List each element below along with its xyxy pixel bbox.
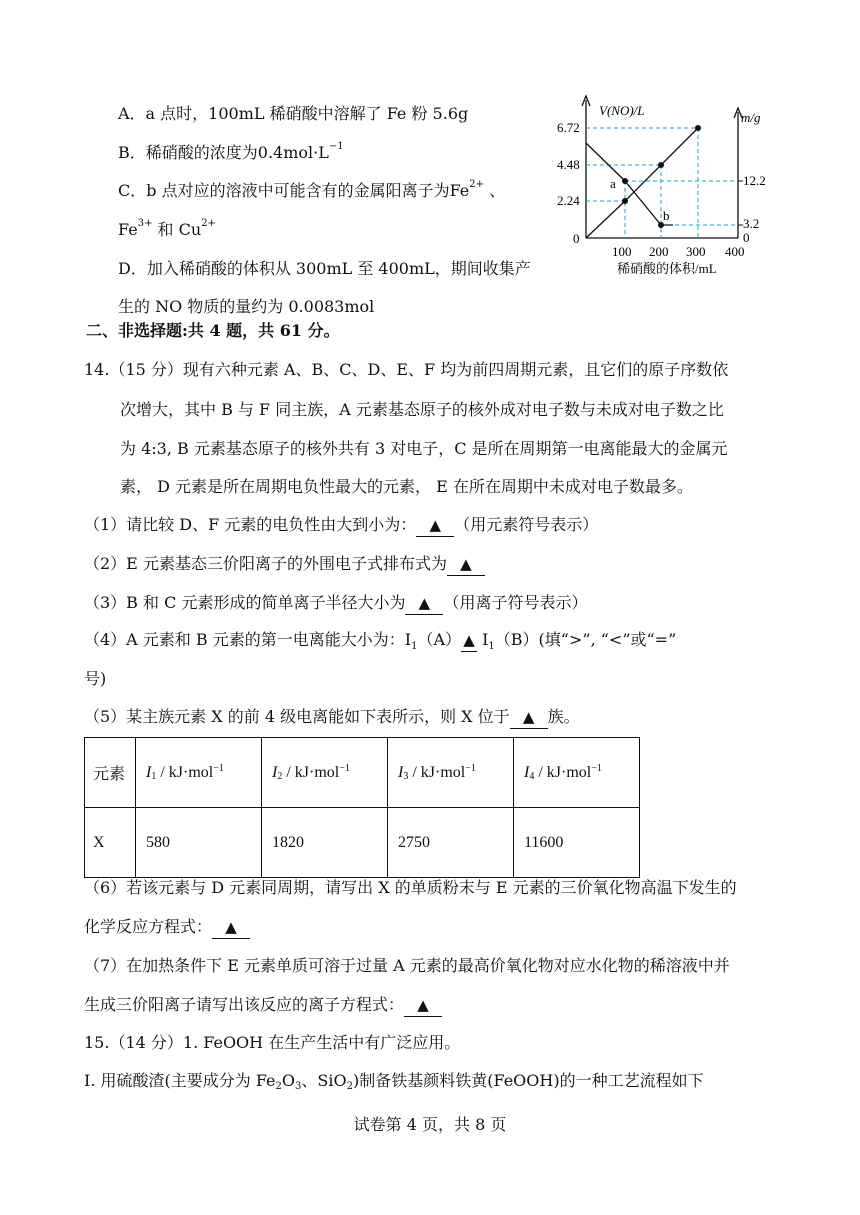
answer-blank[interactable]: ▲ — [212, 916, 250, 939]
q14-intro-3: 为 4:3, B 元素基态原子的核外共有 3 对电子，C 是所在周期第一电离能最大的金属元 — [120, 439, 728, 458]
option-b: B．稀硝酸的浓度为$0.4mol\cdot L^{-1}$ — [118, 141, 344, 162]
table-cell: X — [85, 808, 136, 878]
no-volume-mass-graph — [555, 88, 795, 288]
point-a-label: a — [610, 176, 616, 191]
q14-part-1: （1）请比较 D、F 元素的电负性由大到小为： ▲ （用元素符号表示） — [84, 514, 598, 537]
left-tick-0: 0 — [573, 231, 580, 246]
left-axis-label: V(NO)/L — [599, 103, 645, 118]
q14-intro-1: 14.（15 分）现有六种元素 A、B、C、D、E、F 均为前四周期元素，且它们的原子序数依 — [84, 360, 729, 379]
option-d-cont: 生的 NO 物质的量约为 0.0083mol — [118, 297, 375, 316]
left-tick-2.24: 2.24 — [557, 193, 580, 208]
answer-blank[interactable]: ▲ — [510, 706, 548, 729]
section-heading: 二、非选择题:共 4 题，共 61 分。 — [86, 321, 340, 340]
q14-part-7: （7）在加热条件下 E 元素单质可溶于过量 A 元素的最高价氧化物对应水化物的稀溶液中并 — [84, 956, 730, 975]
table-header-row — [85, 738, 640, 808]
table-header-cell: I1 / kJ·mol$^{-1}$ — [136, 738, 262, 808]
graph-guide-lines — [586, 128, 738, 238]
no-volume-line — [586, 128, 698, 238]
q14-part-4: （4）A 元素和 B 元素的第一电离能大小为：I1（A） ▲ I1（B）(填“>”, “<”或“=” — [84, 630, 677, 652]
option-d: D．加入稀硝酸的体积从 300mL 至 400mL，期间收集产 — [118, 259, 531, 278]
right-tick-3.2: 3.2 — [743, 216, 760, 231]
table-cell: 11600 — [514, 808, 640, 878]
answer-blank[interactable]: ▲ — [416, 514, 454, 537]
right-tick-12.2: 12.2 — [743, 173, 766, 188]
graph-points — [622, 125, 701, 228]
left-tick-6.72: 6.72 — [557, 120, 580, 135]
x-tick-200: 200 — [649, 244, 669, 259]
x-axis-label: 稀硝酸的体积/mL — [617, 261, 717, 276]
q14-part-4-cont: 号) — [84, 669, 107, 688]
q14-part-7-cont: 生成三价阳离子请写出该反应的离子方程式： ▲ — [84, 994, 442, 1017]
right-tick-0: 0 — [743, 230, 750, 245]
table-header-cell: I3 / kJ·mol$^{-1}$ — [388, 738, 514, 808]
table-cell: 2750 — [388, 808, 514, 878]
answer-blank[interactable]: ▲ — [461, 629, 477, 652]
table-cell: 580 — [136, 808, 262, 878]
q15-line-2: I. 用硫酸渣(主要成分为 Fe2O3、SiO2)制备铁基颜料铁黄(FeOOH)的一种工艺流程如下 — [84, 1071, 704, 1092]
table-header-cell: I2 / kJ·mol$^{-1}$ — [262, 738, 388, 808]
answer-blank[interactable]: ▲ — [405, 592, 443, 615]
q14-part-3: （3）B 和 C 元素形成的简单离子半径大小为 ▲ （用离子符号表示） — [84, 592, 587, 615]
option-c: C．b 点对应的溶液中可能含有的金属阳离子为$Fe^{2+}$ 、 — [118, 179, 506, 200]
table-cell: 1820 — [262, 808, 388, 878]
ionization-energy-table — [84, 737, 640, 878]
table-header-cell: I4 / kJ·mol$^{-1}$ — [514, 738, 640, 808]
point-b-label: b — [663, 208, 670, 223]
q15-line-1: 15.（14 分）1. FeOOH 在生产生活中有广泛应用。 — [84, 1033, 461, 1052]
x-tick-100: 100 — [612, 244, 632, 259]
x-tick-300: 300 — [686, 244, 706, 259]
answer-blank[interactable]: ▲ — [404, 994, 442, 1017]
q14-intro-4: 素， D 元素是所在周期电负性最大的元素， E 在所在周期中未成对电子数最多。 — [120, 477, 693, 496]
page-footer: 试卷第 4 页，共 8 页 — [353, 1115, 507, 1134]
answer-blank[interactable]: ▲ — [447, 553, 485, 576]
concentration-value: $0.4mol\cdot L^{-1}$ — [257, 141, 344, 162]
mass-line — [586, 143, 673, 225]
q14-part-5: （5）某主族元素 X 的前 4 级电离能如下表所示，则 X 位于 ▲ 族。 — [84, 706, 580, 729]
q14-intro-2: 次增大，其中 B 与 F 同主族，A 元素基态原子的核外成对电子数与未成对电子数之比 — [120, 400, 724, 419]
q14-part-2: （2）E 元素基态三价阳离子的外围电子式排布式为 ▲ — [84, 553, 485, 576]
x-tick-400: 400 — [725, 244, 745, 259]
q14-part-6-cont: 化学反应方程式： ▲ — [84, 916, 250, 939]
q14-part-6: （6）若该元素与 D 元素同周期，请写出 X 的单质粉末与 E 元素的三价氧化物高温下发生的 — [84, 878, 737, 897]
option-c-cont: $Fe^{3+}$ 和 $Cu^{2+}$ — [118, 218, 216, 239]
option-a: A．a 点时，100mL 稀硝酸中溶解了 Fe 粉 5.6g — [118, 104, 469, 123]
graph-series — [586, 128, 698, 238]
table-header-cell: 元素 — [85, 738, 136, 808]
right-axis-label: m/g — [741, 110, 761, 125]
left-tick-4.48: 4.48 — [557, 157, 580, 172]
table-row — [85, 808, 640, 878]
